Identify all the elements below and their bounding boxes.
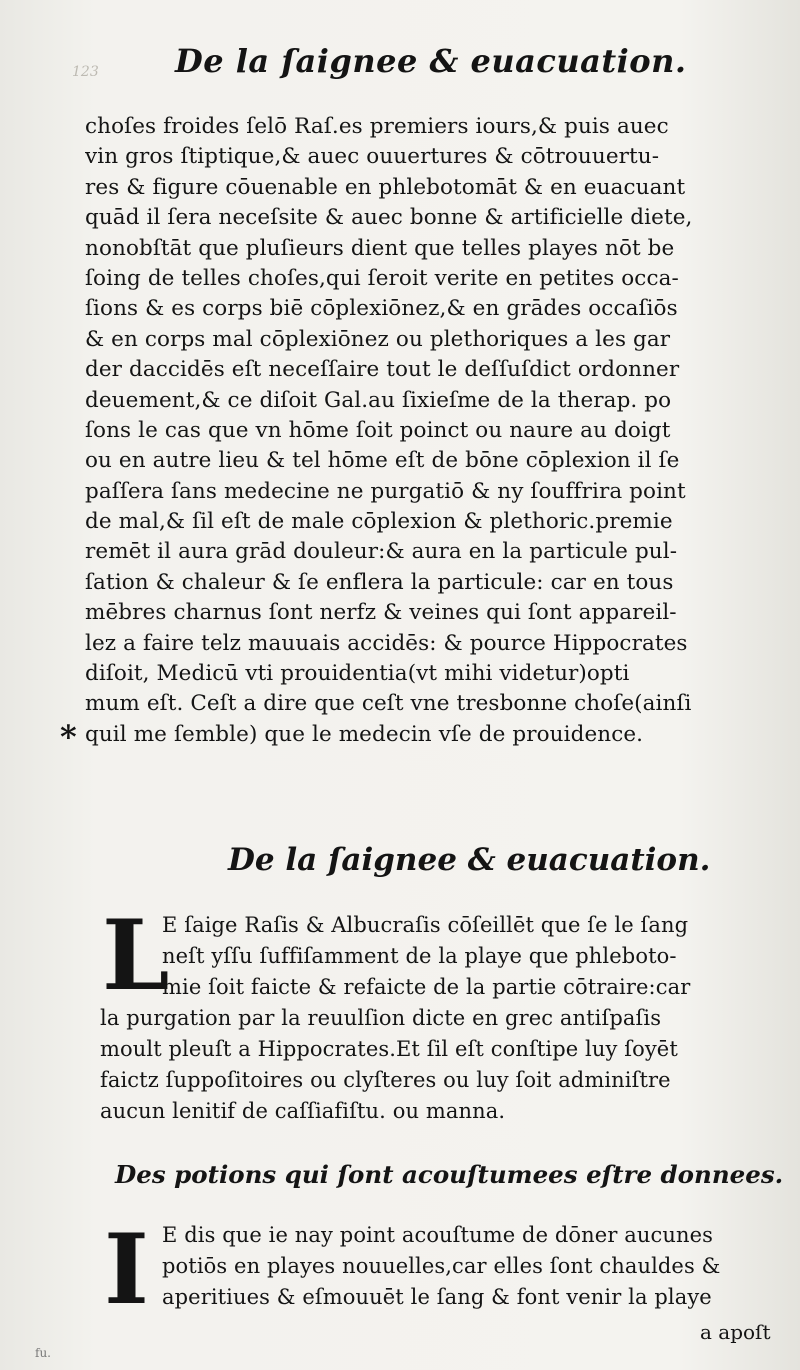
text-line: ou en autre lieu & tel hōme eſt de bōne cōplexion il ſe (85, 448, 680, 474)
text-line: diſoit, Medicū vti prouidentia(vt mihi videtur)opti (85, 661, 630, 687)
text-line: quād il ſera neceſsite & auec bonne & artificielle diete, (85, 205, 693, 231)
text-line: remēt il aura grād douleur:& aura en la particule pul- (85, 539, 678, 565)
text-line: faictz ſuppoſitoires ou clyſteres ou luy ſoit adminiſtre (100, 1068, 671, 1092)
footer-signature-mark: fu. (35, 1346, 51, 1360)
text-line: ſions & es corps biē cōplexiōnez,& en grādes occaſiōs (85, 296, 678, 322)
text-line: ſoing de telles choſes,qui ſeroit verite en petites occa- (85, 265, 679, 291)
text-line: ſation & chaleur & ſe enflera la particule: car en tous (85, 569, 674, 595)
text-line: nonobſtāt que pluſieurs dient que telles playes nōt be (85, 235, 675, 261)
catchword: a apoſt (700, 1320, 771, 1344)
text-line: mēbres charnus ſont nerfz & veines qui ſont appareil- (85, 600, 677, 626)
text-line: mie ſoit faicte & refaicte de la partie cōtraire:car (162, 975, 691, 999)
text-line: aperitiues & eſmouuēt le ſang & font venir la playe (162, 1285, 712, 1309)
continued-paragraph (85, 112, 775, 750)
text-line: ſons le cas que vn hōme ſoit poinct ou naure au doigt (85, 417, 671, 443)
marginal-asterisk: * (60, 718, 77, 756)
drop-cap-letter: I (104, 1213, 149, 1326)
drop-cap-letter: L (102, 899, 170, 1012)
text-line: neſt yſſu ſuffiſamment de la playe que phleboto- (162, 944, 677, 968)
text-line: E dis que ie nay point acouſtume de dōner aucunes (162, 1223, 713, 1247)
text-line: lez a faire telz mauuais accidēs: & pource Hippocrates (85, 630, 688, 656)
text-line: moult pleuſt a Hippocrates.Et ſil eſt conſtipe luy ſoyēt (100, 1037, 678, 1061)
section-paragraph-saignee (100, 899, 790, 1127)
page-number: 123 (72, 64, 99, 80)
text-line: der daccidēs eſt neceſſaire tout le deſſuſdict ordonner (85, 357, 680, 383)
text-line: E ſaige Raſis & Albucraſis cōſeillēt que ſe le ſang (162, 913, 689, 937)
text-line: potiōs en playes nouuelles,car elles ſont chauldes & (162, 1254, 721, 1278)
text-line: deuement,& ce diſoit Gal.au ſixieſme de la therap. po (85, 387, 672, 413)
text-line: quil me ſemble) que le medecin vſe de prouidence. (85, 721, 644, 747)
section-heading-saignee: De la ſaignee & euacuation. (228, 842, 711, 878)
text-line: & en corps mal cōplexiōnez ou plethoriques a les gar (85, 326, 671, 352)
text-line: paſſera ſans medecine ne purgatiō & ny ſouffrira point (85, 478, 686, 504)
text-line: vin gros ſtiptique,& auec ouuertures & cōtrouuertu- (85, 144, 660, 170)
text-line: choſes froides ſelō Raſ.es premiers iours,& puis auec (85, 114, 669, 139)
text-line: mum eſt. Ceſt a dire que ceſt vne tresbonne choſe(ainſi (85, 691, 692, 717)
text-line: la purgation par la reuulſion dicte en grec antiſpaſis (100, 1006, 662, 1030)
running-title: De la ſaignee & euacuation. (175, 42, 687, 80)
text-line: aucun lenitif de caſſiafiſtu. ou manna. (100, 1099, 506, 1123)
text-line: res & figure cōuenable en phlebotomāt & en euacuant (85, 174, 686, 200)
section-heading-potions: Des potions qui ſont acouſtumees eſtre donnees. (115, 1160, 784, 1189)
text-line: de mal,& ſil eſt de male cōplexion & plethoric.premie (85, 509, 673, 535)
section-paragraph-potions (100, 1220, 790, 1313)
